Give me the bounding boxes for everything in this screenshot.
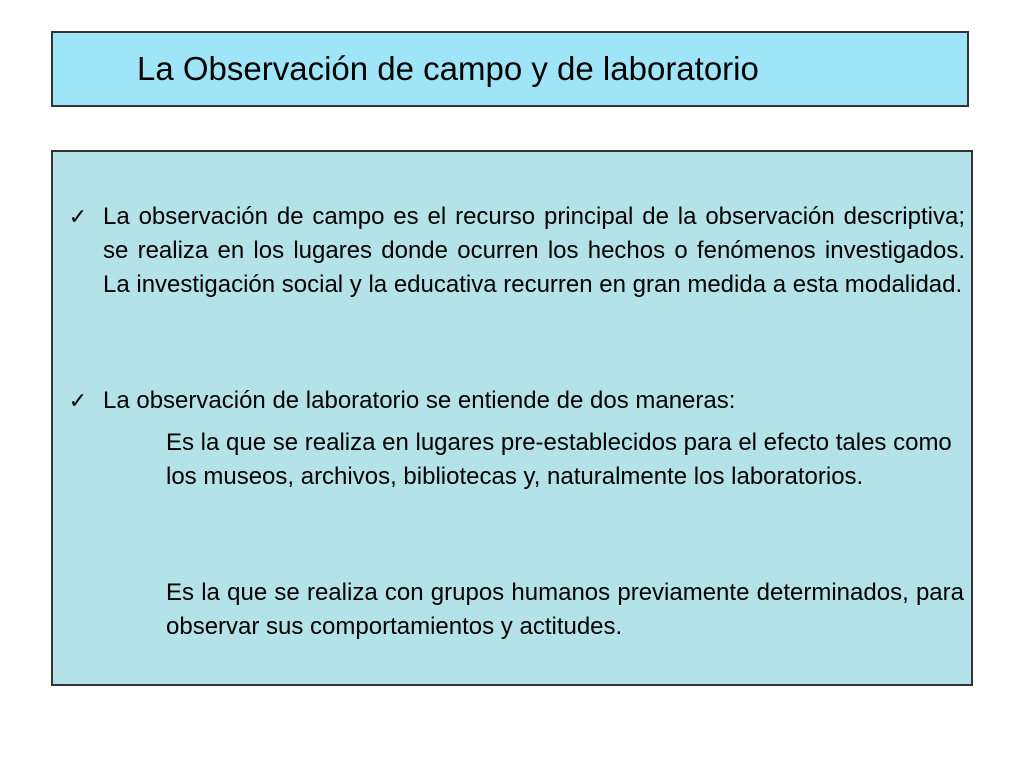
slide-title: La Observación de campo y de laboratorio <box>137 50 759 87</box>
title-box <box>51 31 969 107</box>
bullet-item <box>63 200 965 302</box>
check-mark-icon: ✓ <box>68 388 88 413</box>
sub-paragraph: Es la que se realiza con grupos humanos previamente determinados, para observar sus comportamientos y actitudes. <box>166 579 964 640</box>
sub-paragraph: Es la que se realiza en lugares pre-establecidos para el efecto tales como los museos, archivos, bibliotecas y, naturalmente los laboratorios. <box>166 429 952 490</box>
bullet-item <box>63 384 965 418</box>
bullet-text: La observación de laboratorio se entiende de dos maneras: <box>103 387 736 414</box>
check-mark-icon: ✓ <box>68 204 88 229</box>
content-box <box>51 150 973 686</box>
bullet-text: La observación de campo es el recurso principal de la observación descriptiva; se realiza en los lugares donde ocurren los hechos o fenómenos investigados. La investigación social y la educativa recurren en gran medida a esta modalidad. <box>103 203 965 298</box>
